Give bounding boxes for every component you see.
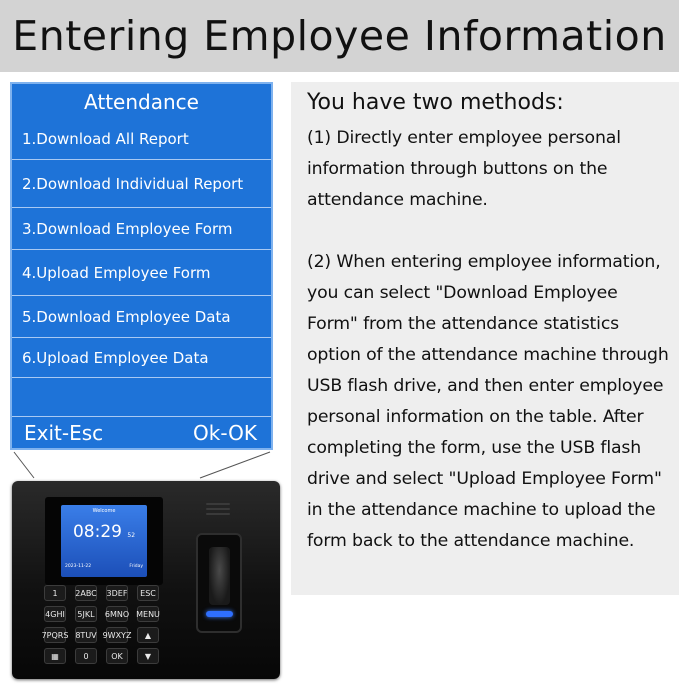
exit-esc-label[interactable]: Exit-Esc bbox=[24, 420, 104, 445]
key-ok[interactable]: OK bbox=[106, 648, 128, 664]
methods-heading: You have two methods: bbox=[307, 90, 564, 115]
menu-item-download-employee-data[interactable]: 5.Download Employee Data bbox=[12, 296, 271, 338]
menu-item-download-employee-form[interactable]: 3.Download Employee Form bbox=[12, 208, 271, 250]
screen-day-text: Friday bbox=[129, 564, 143, 569]
device-screen bbox=[61, 505, 147, 577]
key-4[interactable]: 4GHI bbox=[44, 606, 66, 622]
key-9[interactable]: 9WXYZ bbox=[106, 627, 128, 643]
key-up-arrow-icon[interactable]: ▲ bbox=[137, 627, 159, 643]
screen-welcome-text: Welcome bbox=[92, 508, 116, 514]
menu-item-download-all-report[interactable]: 1.Download All Report bbox=[12, 118, 271, 160]
screen-time-text: 08:29 bbox=[72, 522, 122, 542]
keypad bbox=[41, 585, 160, 664]
screen-seconds-text: 52 bbox=[127, 532, 136, 539]
info-panel bbox=[291, 82, 679, 595]
key-5[interactable]: 5JKL bbox=[75, 606, 97, 622]
page-title: Entering Employee Information bbox=[12, 12, 667, 60]
header-banner bbox=[0, 0, 679, 72]
menu-item-upload-employee-form[interactable]: 4.Upload Employee Form bbox=[12, 250, 271, 296]
screen-date-text: 2023-11-22 bbox=[65, 564, 92, 569]
menu-item-upload-employee-data[interactable]: 6.Upload Employee Data bbox=[12, 338, 271, 378]
key-7[interactable]: 7PQRS bbox=[44, 627, 66, 643]
menu-title: Attendance bbox=[84, 90, 199, 114]
attendance-machine bbox=[12, 481, 280, 679]
menu-item-download-individual-report[interactable]: 2.Download Individual Report bbox=[12, 160, 271, 208]
key-3[interactable]: 3DEF bbox=[106, 585, 128, 601]
fingerprint-reader[interactable] bbox=[196, 533, 242, 633]
method-1-text: (1) Directly enter employee personal information through buttons on the attendance machine. bbox=[307, 128, 621, 210]
ok-label[interactable]: Ok-OK bbox=[193, 420, 257, 445]
method-2-text: (2) When entering employee information, you can select "Download Employee Form" from the attendance statistics option of the attendance machine through USB flash drive, and then enter employee personal information on the table. After completing the form, use the USB flash drive and select "Upload Employee Form" in the attendance machine to upload the form back to the attendance machine. bbox=[307, 252, 669, 551]
screen-clock bbox=[61, 522, 147, 542]
menu-footer bbox=[12, 416, 271, 448]
attendance-menu bbox=[10, 82, 273, 450]
fingerprint-sensor-icon bbox=[209, 547, 230, 605]
key-keyboard-icon[interactable]: ▦ bbox=[44, 648, 66, 664]
key-1[interactable]: 1 bbox=[44, 585, 66, 601]
key-menu[interactable]: MENU bbox=[137, 606, 159, 622]
key-6[interactable]: 6MNO bbox=[106, 606, 128, 622]
screen-date-row bbox=[61, 564, 147, 569]
screen-bezel bbox=[45, 497, 163, 585]
key-0[interactable]: 0 bbox=[75, 648, 97, 664]
key-esc[interactable]: ESC bbox=[137, 585, 159, 601]
fingerprint-light bbox=[206, 611, 233, 617]
key-2[interactable]: 2ABC bbox=[75, 585, 97, 601]
speaker-grille bbox=[206, 503, 230, 515]
key-8[interactable]: 8TUV bbox=[75, 627, 97, 643]
key-down-arrow-icon[interactable]: ▼ bbox=[137, 648, 159, 664]
menu-item-empty bbox=[12, 378, 271, 418]
